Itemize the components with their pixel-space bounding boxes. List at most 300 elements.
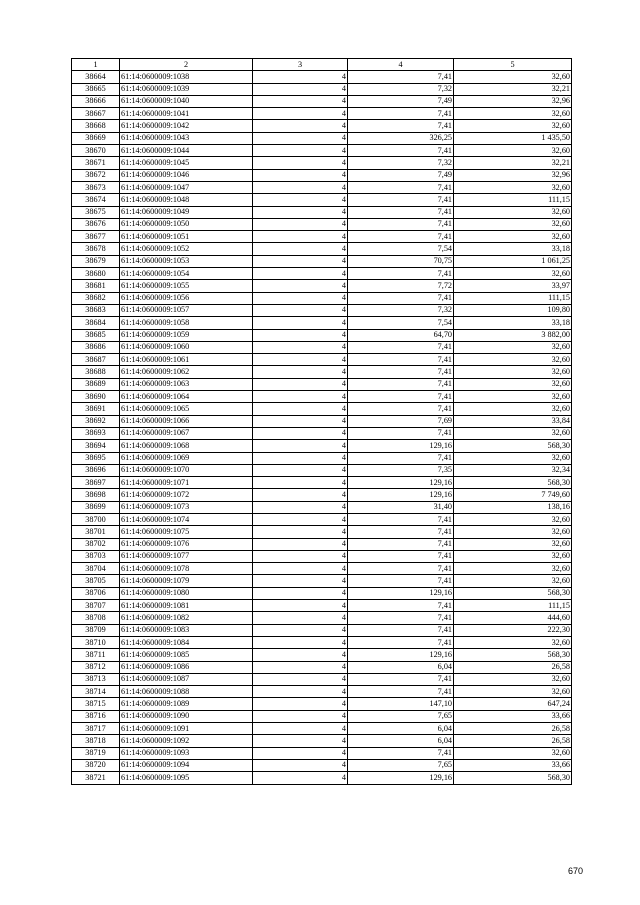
value-4-cell: 7,41 [348,686,454,698]
value-4-cell: 7,41 [348,292,454,304]
table-body [72,71,572,784]
value-5-cell: 33,66 [454,710,572,722]
cadastral-number-cell: 61:14:0600009:1085 [120,649,253,661]
table-row [72,686,572,698]
cadastral-number-cell: 61:14:0600009:1087 [120,673,253,685]
category-code-cell: 4 [253,587,348,599]
value-4-cell: 7,41 [348,366,454,378]
row-number-cell: 38711 [72,649,120,661]
value-4-cell: 7,41 [348,341,454,353]
row-number-cell: 38710 [72,636,120,648]
cadastral-number-cell: 61:14:0600009:1082 [120,612,253,624]
cadastral-number-cell: 61:14:0600009:1084 [120,636,253,648]
value-4-cell: 7,41 [348,452,454,464]
row-number-cell: 38679 [72,255,120,267]
table-row [72,268,572,280]
category-code-cell: 4 [253,231,348,243]
cadastral-number-cell: 61:14:0600009:1069 [120,452,253,464]
row-number-cell: 38677 [72,231,120,243]
cadastral-number-cell: 61:14:0600009:1062 [120,366,253,378]
column-header-3: 3 [253,59,348,71]
table-row [72,452,572,464]
cadastral-number-cell: 61:14:0600009:1040 [120,95,253,107]
row-number-cell: 38673 [72,181,120,193]
value-4-cell: 7,41 [348,747,454,759]
category-code-cell: 4 [253,169,348,181]
value-5-cell: 32,60 [454,673,572,685]
table-row [72,280,572,292]
table-row [72,83,572,95]
row-number-cell: 38692 [72,415,120,427]
cadastral-number-cell: 61:14:0600009:1061 [120,354,253,366]
cadastral-number-cell: 61:14:0600009:1072 [120,489,253,501]
cadastral-number-cell: 61:14:0600009:1063 [120,378,253,390]
value-5-cell: 33,18 [454,243,572,255]
category-code-cell: 4 [253,341,348,353]
value-4-cell: 129,16 [348,587,454,599]
value-4-cell: 7,41 [348,268,454,280]
value-5-cell: 32,60 [454,206,572,218]
value-5-cell: 32,60 [454,513,572,525]
cadastral-number-cell: 61:14:0600009:1060 [120,341,253,353]
cadastral-number-cell: 61:14:0600009:1094 [120,759,253,771]
category-code-cell: 4 [253,95,348,107]
cadastral-number-cell: 61:14:0600009:1079 [120,575,253,587]
value-4-cell: 7,41 [348,145,454,157]
value-5-cell: 32,60 [454,218,572,230]
category-code-cell: 4 [253,489,348,501]
category-code-cell: 4 [253,83,348,95]
value-5-cell: 32,60 [454,378,572,390]
value-5-cell: 26,58 [454,723,572,735]
table-row [72,329,572,341]
table-row [72,304,572,316]
category-code-cell: 4 [253,673,348,685]
row-number-cell: 38689 [72,378,120,390]
table-row [72,550,572,562]
category-code-cell: 4 [253,686,348,698]
row-number-cell: 38709 [72,624,120,636]
cadastral-number-cell: 61:14:0600009:1041 [120,108,253,120]
value-4-cell: 7,41 [348,600,454,612]
cadastral-number-cell: 61:14:0600009:1065 [120,403,253,415]
cadastral-number-cell: 61:14:0600009:1043 [120,132,253,144]
category-code-cell: 4 [253,600,348,612]
row-number-cell: 38670 [72,145,120,157]
category-code-cell: 4 [253,71,348,83]
cadastral-number-cell: 61:14:0600009:1050 [120,218,253,230]
value-5-cell: 26,58 [454,735,572,747]
value-5-cell: 444,60 [454,612,572,624]
row-number-cell: 38719 [72,747,120,759]
category-code-cell: 4 [253,218,348,230]
value-4-cell: 7,41 [348,378,454,390]
row-number-cell: 38703 [72,550,120,562]
cadastral-number-cell: 61:14:0600009:1086 [120,661,253,673]
value-5-cell: 32,60 [454,231,572,243]
table-row [72,231,572,243]
table-row [72,698,572,710]
category-code-cell: 4 [253,329,348,341]
column-header-5: 5 [454,59,572,71]
data-table [71,58,572,785]
table-row [72,120,572,132]
table-row [72,169,572,181]
category-code-cell: 4 [253,636,348,648]
category-code-cell: 4 [253,563,348,575]
category-code-cell: 4 [253,550,348,562]
category-code-cell: 4 [253,304,348,316]
category-code-cell: 4 [253,292,348,304]
category-code-cell: 4 [253,526,348,538]
table-row [72,772,572,784]
value-4-cell: 7,41 [348,612,454,624]
cadastral-number-cell: 61:14:0600009:1076 [120,538,253,550]
cadastral-number-cell: 61:14:0600009:1095 [120,772,253,784]
value-4-cell: 7,32 [348,304,454,316]
category-code-cell: 4 [253,206,348,218]
value-5-cell: 32,60 [454,403,572,415]
value-5-cell: 1 435,50 [454,132,572,144]
table-row [72,440,572,452]
row-number-cell: 38698 [72,489,120,501]
value-4-cell: 7,41 [348,673,454,685]
cadastral-number-cell: 61:14:0600009:1066 [120,415,253,427]
cadastral-number-cell: 61:14:0600009:1042 [120,120,253,132]
cadastral-number-cell: 61:14:0600009:1052 [120,243,253,255]
value-4-cell: 7,32 [348,157,454,169]
row-number-cell: 38688 [72,366,120,378]
cadastral-number-cell: 61:14:0600009:1090 [120,710,253,722]
value-5-cell: 568,30 [454,772,572,784]
cadastral-number-cell: 61:14:0600009:1064 [120,391,253,403]
row-number-cell: 38691 [72,403,120,415]
value-4-cell: 7,49 [348,95,454,107]
category-code-cell: 4 [253,501,348,513]
value-5-cell: 568,30 [454,440,572,452]
row-number-cell: 38694 [72,440,120,452]
column-header-4: 4 [348,59,454,71]
table-row [72,538,572,550]
row-number-cell: 38676 [72,218,120,230]
table-row [72,341,572,353]
column-header-2: 2 [120,59,253,71]
table-row [72,378,572,390]
row-number-cell: 38672 [72,169,120,181]
table-row [72,710,572,722]
value-4-cell: 7,41 [348,194,454,206]
value-5-cell: 32,60 [454,526,572,538]
cadastral-number-cell: 61:14:0600009:1067 [120,427,253,439]
value-5-cell: 568,30 [454,649,572,661]
table-row [72,71,572,83]
value-5-cell: 32,60 [454,391,572,403]
cadastral-number-cell: 61:14:0600009:1089 [120,698,253,710]
value-5-cell: 32,60 [454,366,572,378]
value-4-cell: 129,16 [348,772,454,784]
row-number-cell: 38713 [72,673,120,685]
row-number-cell: 38678 [72,243,120,255]
value-4-cell: 7,41 [348,71,454,83]
row-number-cell: 38707 [72,600,120,612]
value-5-cell: 111,15 [454,600,572,612]
value-5-cell: 32,21 [454,157,572,169]
cadastral-number-cell: 61:14:0600009:1091 [120,723,253,735]
value-5-cell: 111,15 [454,194,572,206]
table-row [72,194,572,206]
cadastral-number-cell: 61:14:0600009:1059 [120,329,253,341]
value-4-cell: 7,41 [348,231,454,243]
row-number-cell: 38684 [72,317,120,329]
value-4-cell: 7,54 [348,243,454,255]
value-4-cell: 7,41 [348,354,454,366]
value-4-cell: 129,16 [348,489,454,501]
category-code-cell: 4 [253,759,348,771]
category-code-cell: 4 [253,378,348,390]
table-row [72,366,572,378]
row-number-cell: 38696 [72,464,120,476]
row-number-cell: 38720 [72,759,120,771]
table-row [72,292,572,304]
row-number-cell: 38700 [72,513,120,525]
table-row [72,563,572,575]
category-code-cell: 4 [253,538,348,550]
cadastral-number-cell: 61:14:0600009:1053 [120,255,253,267]
value-4-cell: 7,41 [348,181,454,193]
cadastral-number-cell: 61:14:0600009:1078 [120,563,253,575]
row-number-cell: 38715 [72,698,120,710]
value-5-cell: 32,60 [454,71,572,83]
table-row [72,735,572,747]
value-4-cell: 7,41 [348,550,454,562]
value-5-cell: 32,60 [454,341,572,353]
value-4-cell: 7,69 [348,415,454,427]
value-5-cell: 32,21 [454,83,572,95]
value-5-cell: 33,18 [454,317,572,329]
row-number-cell: 38667 [72,108,120,120]
value-4-cell: 7,41 [348,218,454,230]
value-4-cell: 7,41 [348,575,454,587]
cadastral-number-cell: 61:14:0600009:1071 [120,477,253,489]
value-4-cell: 7,72 [348,280,454,292]
cadastral-number-cell: 61:14:0600009:1058 [120,317,253,329]
category-code-cell: 4 [253,354,348,366]
category-code-cell: 4 [253,698,348,710]
row-number-cell: 38721 [72,772,120,784]
table-row [72,575,572,587]
row-number-cell: 38674 [72,194,120,206]
value-5-cell: 32,60 [454,538,572,550]
cadastral-number-cell: 61:14:0600009:1038 [120,71,253,83]
value-5-cell: 33,97 [454,280,572,292]
value-5-cell: 222,30 [454,624,572,636]
table-row [72,477,572,489]
value-5-cell: 32,60 [454,563,572,575]
table-header [72,59,572,71]
category-code-cell: 4 [253,452,348,464]
value-4-cell: 7,41 [348,636,454,648]
table-row [72,526,572,538]
value-5-cell: 32,60 [454,452,572,464]
value-4-cell: 6,04 [348,735,454,747]
table-row [72,415,572,427]
value-4-cell: 7,41 [348,526,454,538]
category-code-cell: 4 [253,661,348,673]
value-4-cell: 7,41 [348,206,454,218]
value-5-cell: 32,60 [454,145,572,157]
row-number-cell: 38712 [72,661,120,673]
table-row [72,108,572,120]
table-row [72,145,572,157]
category-code-cell: 4 [253,157,348,169]
row-number-cell: 38708 [72,612,120,624]
category-code-cell: 4 [253,612,348,624]
value-4-cell: 7,65 [348,710,454,722]
value-4-cell: 7,49 [348,169,454,181]
cadastral-number-cell: 61:14:0600009:1068 [120,440,253,452]
value-5-cell: 32,60 [454,686,572,698]
value-4-cell: 326,25 [348,132,454,144]
category-code-cell: 4 [253,427,348,439]
row-number-cell: 38680 [72,268,120,280]
table-row [72,427,572,439]
value-5-cell: 32,96 [454,95,572,107]
value-4-cell: 7,41 [348,403,454,415]
cadastral-number-cell: 61:14:0600009:1070 [120,464,253,476]
row-number-cell: 38682 [72,292,120,304]
cadastral-number-cell: 61:14:0600009:1057 [120,304,253,316]
row-number-cell: 38664 [72,71,120,83]
value-4-cell: 7,41 [348,120,454,132]
row-number-cell: 38697 [72,477,120,489]
value-4-cell: 7,65 [348,759,454,771]
category-code-cell: 4 [253,735,348,747]
cadastral-number-cell: 61:14:0600009:1056 [120,292,253,304]
page-number: 670 [567,866,583,876]
category-code-cell: 4 [253,120,348,132]
value-5-cell: 3 882,00 [454,329,572,341]
table-row [72,673,572,685]
value-5-cell: 33,84 [454,415,572,427]
category-code-cell: 4 [253,575,348,587]
cadastral-number-cell: 61:14:0600009:1075 [120,526,253,538]
table-row [72,218,572,230]
table-row [72,661,572,673]
table-row [72,403,572,415]
value-5-cell: 32,60 [454,575,572,587]
cadastral-number-cell: 61:14:0600009:1039 [120,83,253,95]
value-5-cell: 32,96 [454,169,572,181]
cadastral-number-cell: 61:14:0600009:1083 [120,624,253,636]
cadastral-number-cell: 61:14:0600009:1081 [120,600,253,612]
table-row [72,489,572,501]
category-code-cell: 4 [253,255,348,267]
row-number-cell: 38681 [72,280,120,292]
value-5-cell: 33,66 [454,759,572,771]
row-number-cell: 38686 [72,341,120,353]
category-code-cell: 4 [253,747,348,759]
row-number-cell: 38687 [72,354,120,366]
category-code-cell: 4 [253,268,348,280]
value-5-cell: 111,15 [454,292,572,304]
row-number-cell: 38716 [72,710,120,722]
table-row [72,464,572,476]
category-code-cell: 4 [253,415,348,427]
cadastral-number-cell: 61:14:0600009:1048 [120,194,253,206]
header-row [72,59,572,71]
value-4-cell: 64,70 [348,329,454,341]
category-code-cell: 4 [253,194,348,206]
cadastral-number-cell: 61:14:0600009:1046 [120,169,253,181]
column-header-1: 1 [72,59,120,71]
table-row [72,723,572,735]
row-number-cell: 38701 [72,526,120,538]
table-row [72,624,572,636]
value-4-cell: 7,41 [348,513,454,525]
table-row [72,255,572,267]
category-code-cell: 4 [253,391,348,403]
row-number-cell: 38702 [72,538,120,550]
cadastral-number-cell: 61:14:0600009:1047 [120,181,253,193]
cadastral-number-cell: 61:14:0600009:1055 [120,280,253,292]
table-row [72,600,572,612]
table-row [72,747,572,759]
cadastral-number-cell: 61:14:0600009:1080 [120,587,253,599]
table-row [72,391,572,403]
value-5-cell: 568,30 [454,477,572,489]
value-4-cell: 129,16 [348,440,454,452]
value-4-cell: 6,04 [348,723,454,735]
value-5-cell: 568,30 [454,587,572,599]
row-number-cell: 38665 [72,83,120,95]
category-code-cell: 4 [253,108,348,120]
category-code-cell: 4 [253,366,348,378]
cadastral-number-cell: 61:14:0600009:1093 [120,747,253,759]
table-row [72,649,572,661]
category-code-cell: 4 [253,723,348,735]
cadastral-number-cell: 61:14:0600009:1051 [120,231,253,243]
value-5-cell: 32,60 [454,120,572,132]
category-code-cell: 4 [253,132,348,144]
value-4-cell: 7,54 [348,317,454,329]
value-4-cell: 7,41 [348,391,454,403]
category-code-cell: 4 [253,649,348,661]
value-4-cell: 6,04 [348,661,454,673]
value-4-cell: 31,40 [348,501,454,513]
value-5-cell: 647,24 [454,698,572,710]
category-code-cell: 4 [253,624,348,636]
value-4-cell: 7,41 [348,538,454,550]
table-row [72,132,572,144]
table-row [72,243,572,255]
value-4-cell: 7,41 [348,427,454,439]
row-number-cell: 38669 [72,132,120,144]
row-number-cell: 38717 [72,723,120,735]
table-row [72,636,572,648]
row-number-cell: 38714 [72,686,120,698]
category-code-cell: 4 [253,403,348,415]
category-code-cell: 4 [253,464,348,476]
table-row [72,354,572,366]
table-row [72,181,572,193]
value-5-cell: 32,60 [454,550,572,562]
table-row [72,206,572,218]
value-4-cell: 129,16 [348,649,454,661]
table-row [72,95,572,107]
row-number-cell: 38683 [72,304,120,316]
row-number-cell: 38693 [72,427,120,439]
value-5-cell: 32,60 [454,268,572,280]
